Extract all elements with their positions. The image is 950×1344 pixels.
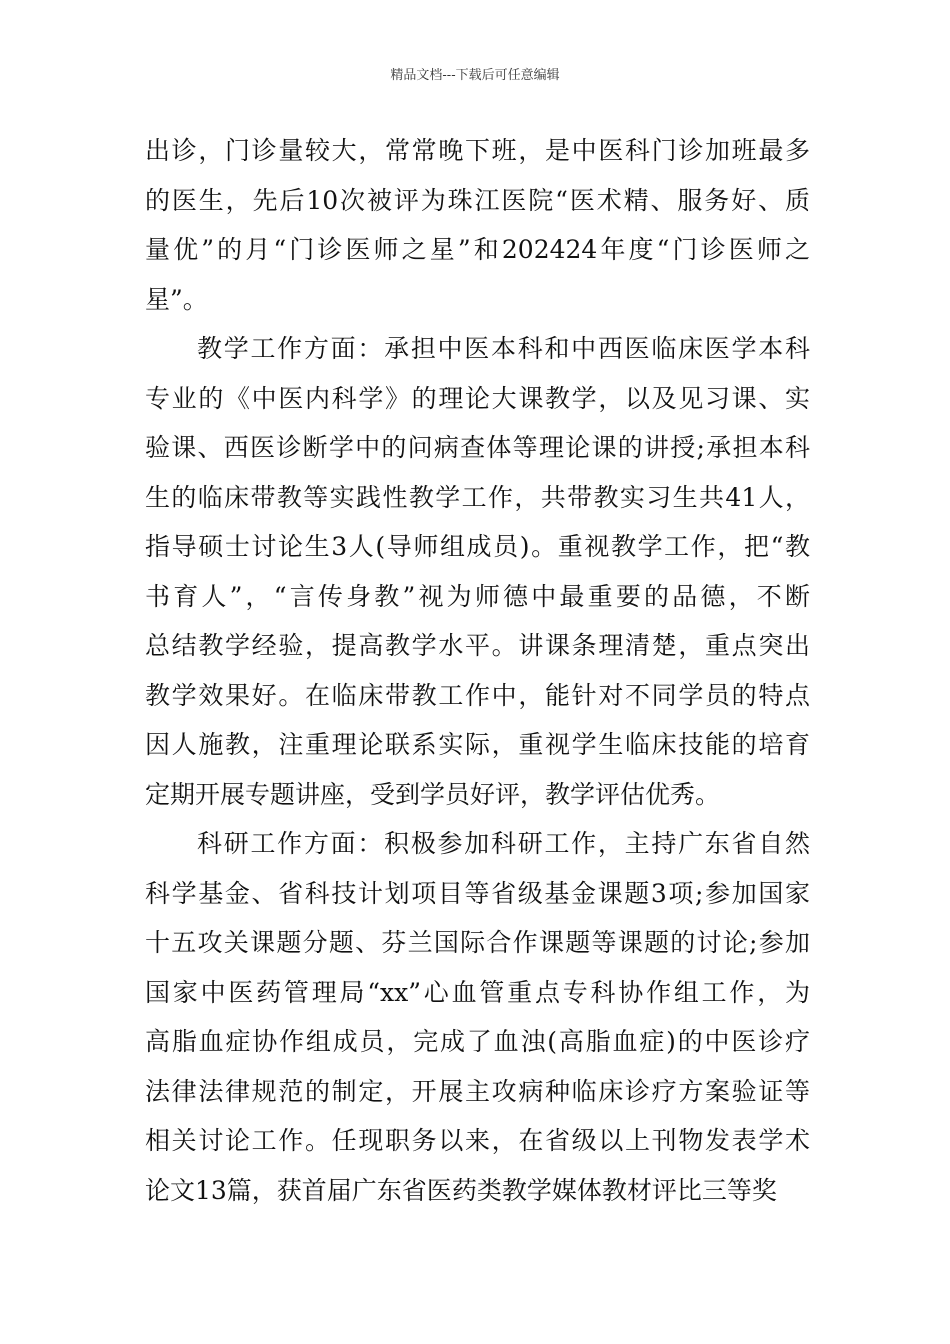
text-line: 法律法律规范的制定，开展主攻病种临床诊疗方案验证等: [145, 1076, 810, 1106]
text-line: 的医生，先后10次被评为珠江医院“医术精、服务好、质: [145, 185, 810, 215]
paragraph: [145, 324, 810, 819]
paragraph: [145, 126, 810, 324]
text-line: 高脂血症协作组成员，完成了血浊(高脂血症)的中医诊疗: [145, 1027, 810, 1056]
text-line: 论文13篇，获首届广东省医药类教学媒体教材评比三等奖: [145, 1175, 777, 1205]
text-line: 教学效果好。在临床带教工作中，能针对不同学员的特点: [145, 680, 810, 710]
text-line: 量优”的月“门诊医师之星”和202424年度“门诊医师之: [145, 235, 810, 264]
text-line: 验课、西医诊断学中的问病查体等理论课的讲授;承担本科: [145, 433, 810, 462]
text-line: 相关讨论工作。任现职务以来，在省级以上刊物发表学术: [145, 1126, 810, 1155]
text-line: 定期开展专题讲座，受到学员好评，教学评估优秀。: [145, 779, 721, 809]
page-header: 精品文档---下载后可任意编辑: [390, 68, 560, 83]
document-body: [145, 126, 810, 1215]
text-line: 生的临床带教等实践性教学工作，共带教实习生共41人，: [145, 482, 810, 512]
text-line: 星”。: [145, 284, 208, 314]
text-line: 专业的《中医内科学》的理论大课教学，以及见习课、实: [145, 383, 810, 413]
text-line: 国家中医药管理局“xx”心血管重点专科协作组工作，为: [145, 977, 810, 1007]
text-line: 书育人”，“言传身教”视为师德中最重要的品德，不断: [145, 581, 810, 611]
text-line: 十五攻关课题分题、芬兰国际合作课题等课题的讨论;参加: [145, 928, 810, 957]
text-line: 总结教学经验，提高教学水平。讲课条理清楚，重点突出: [145, 631, 810, 660]
text-line: 因人施教，注重理论联系实际，重视学生临床技能的培育: [145, 730, 810, 759]
text-line: 出诊，门诊量较大，常常晚下班，是中医科门诊加班最多: [145, 136, 810, 165]
text-line: 教学工作方面：承担中医本科和中西医临床医学本科: [197, 334, 810, 363]
text-line: 科研工作方面：积极参加科研工作，主持广东省自然: [197, 829, 810, 858]
text-line: 指导硕士讨论生3人(导师组成员)。重视教学工作，把“教: [145, 532, 810, 561]
text-line: 科学基金、省科技计划项目等省级基金课题3项;参加国家: [145, 878, 810, 908]
paragraph: [145, 819, 810, 1215]
